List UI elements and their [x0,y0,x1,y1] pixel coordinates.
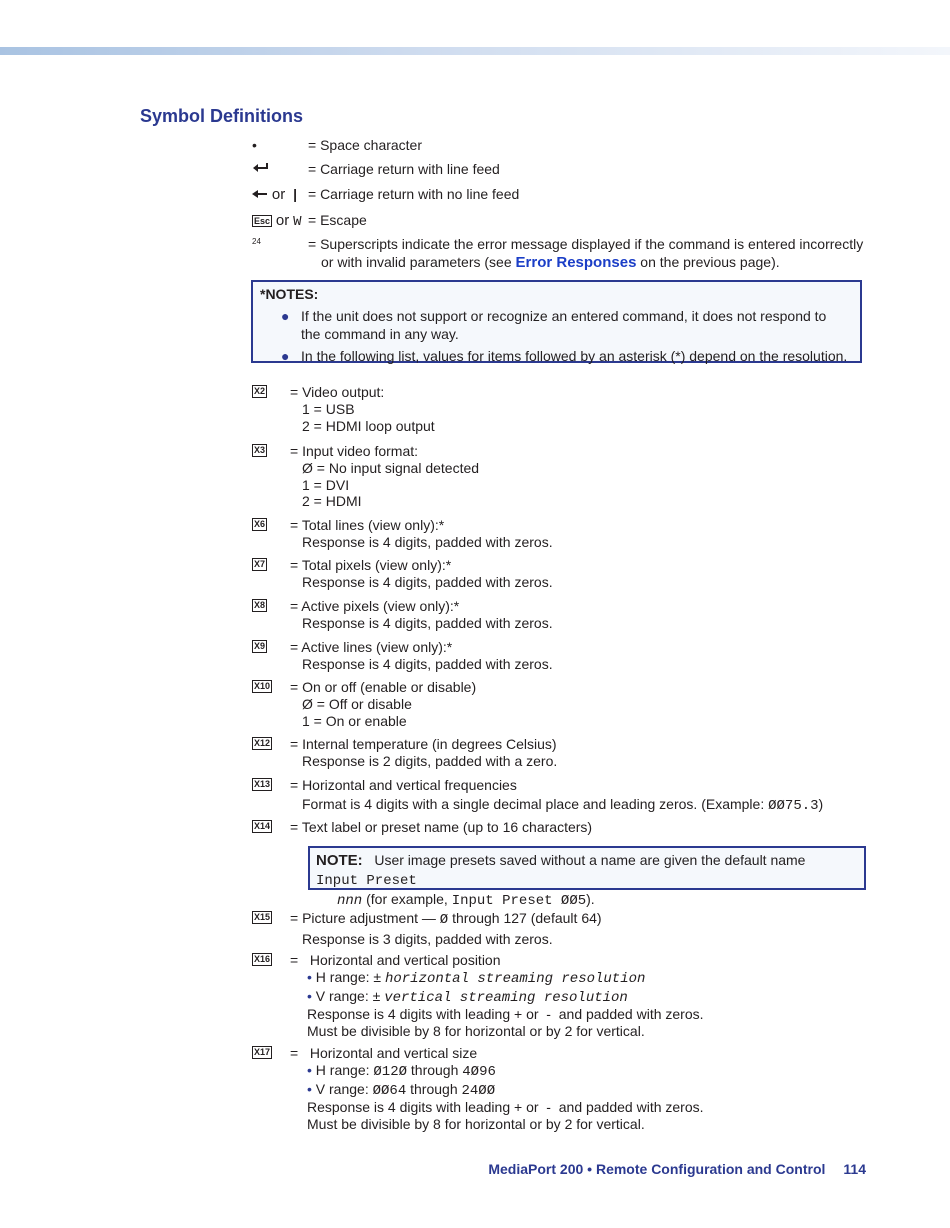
space-definition: = Space character [308,137,423,153]
x15-default: 64 [581,910,597,926]
x15-head-end: ) [596,910,602,926]
superscript-definition [308,235,863,272]
x15-min: Ø [439,912,449,928]
esc-symbols [252,211,302,231]
x14-text [290,819,592,836]
x2-head: = Video output: [290,384,385,400]
crlf-definition: = Carriage return with line feed [308,161,500,177]
x12-label: X12 [254,738,271,748]
x12-line: Response is 2 digits, padded with a zero. [302,752,558,769]
x14-head: = Text label or preset name (up to 16 characters) [290,819,593,835]
x8-label: X8 [254,600,266,610]
x8-line: Response is 4 digits, padded with zeros. [302,614,553,631]
x13-line-text: Format is 4 digits with a single decimal place and leading zeros. (Example: [302,795,769,812]
x12-head: = Internal temperature (in degrees Celsius) [290,736,557,752]
x17-bullet-v [290,1081,704,1100]
x3-label: X3 [254,445,266,455]
superscript-line2: or with invalid parameters (see [321,254,516,270]
x17-text [290,1045,704,1133]
note-label: NOTE: [316,852,363,869]
x17-head: = Horizontal and vertical size [290,1045,478,1061]
header-bar [0,47,950,55]
cr-definition: = Carriage return with no line feed [308,186,520,202]
space-symbol: • [252,137,257,153]
x10-head: = On or off (enable or disable) [290,679,477,695]
x10-text [290,679,476,729]
x3-line: Ø = No input signal detected [302,459,480,476]
x6-label: X6 [254,519,266,529]
x6-head: = Total lines (view only):* [290,517,445,533]
x17-bullet-h [290,1062,704,1081]
x16-v-code: vertical streaming resolution [384,989,628,1006]
x3-line: 1 = DVI [302,476,350,493]
x3-text [290,443,479,510]
x13-line-end: ) [818,795,824,812]
notes-title: *NOTES: [260,286,319,302]
note-item [281,307,849,343]
x12-text [290,736,557,770]
x17-v-through: through [406,1080,462,1097]
cr-bar: | [293,186,298,202]
x2-line: 1 = USB [302,400,355,417]
x17-label: X17 [254,1047,271,1057]
error-responses-link[interactable]: Error Responses [515,254,637,271]
bullet-icon: • [307,1080,316,1097]
x2-text [290,384,435,434]
x2-line: 2 = HDMI loop output [302,417,435,434]
x17-v-min: ØØ64 [372,1082,407,1099]
x16-line: Response is 4 digits with leading + or - and padded with zeros. [307,1006,704,1023]
section-title: Symbol Definitions [140,106,304,126]
note-code-1: Input Preset [316,873,417,889]
bullet-icon: • [307,987,316,1004]
cr-symbols [252,185,297,204]
x13-head: = Horizontal and vertical frequencies [290,777,517,793]
superscript-line1: = Superscripts indicate the error message displayed if the command is entered incorrectly [308,236,864,252]
x6-line: Response is 4 digits, padded with zeros. [302,533,553,550]
crlf-icon [252,160,270,178]
x16-label: X16 [254,954,271,964]
notes-box [251,280,862,363]
note-text [316,851,851,910]
x15-head [290,910,602,929]
x16-v-text: V range: ± [315,987,385,1004]
esc-w: W [293,214,302,230]
x9-head: = Active lines (view only):* [290,639,453,655]
bullet-icon: • [307,1061,316,1078]
x7-head: = Total pixels (view only):* [290,557,452,573]
esc-definition: = Escape [308,212,367,228]
x15-label: X15 [254,912,271,922]
bullet-icon: • [307,968,316,985]
x17-v-text: V range: [315,1080,373,1097]
x7-text [290,557,553,591]
bullet-icon: ● [281,308,290,324]
x7-line: Response is 4 digits, padded with zeros. [302,573,553,590]
x13-text [290,777,823,815]
note-text: In the following list, values for items followed by an asterisk (*) depend on the resolution. [301,348,848,364]
superscript-symbol: 24 [252,237,261,246]
x10-line: Ø = Off or disable [302,695,412,712]
note-code-1b: nnn [337,893,363,909]
page-footer [488,1161,866,1177]
x15-default-text: (default [526,910,582,926]
note-text: If the unit does not support or recognize an entered command, it does not respond to the command in any way. [301,308,827,342]
x15-text [290,910,602,948]
x17-h-through: through [407,1061,463,1078]
x16-h-code: horizontal streaming resolution [384,970,646,987]
x10-line: 1 = On or enable [302,712,407,729]
note-text-1: User image presets saved without a name are given the default name [374,852,806,868]
x8-head: = Active pixels (view only):* [290,598,460,614]
x15-head-text: = Picture adjustment — [290,910,440,926]
footer-title: MediaPort 200 • Remote Configuration and Control [488,1161,826,1177]
x15-line: Response is 3 digits, padded with zeros. [302,930,553,947]
note-code-2: Input Preset ØØ5 [451,893,587,909]
x2-label: X2 [254,386,266,396]
x7-label: X7 [254,559,266,569]
x15-max: 127 [503,910,527,926]
bullet-icon: ● [281,348,290,364]
x17-h-text: H range: [315,1061,374,1078]
x9-text [290,639,553,673]
x16-text [290,952,704,1040]
x14-label: X14 [254,821,271,831]
x16-bullet-v [290,988,704,1007]
x17-h-max: 4Ø96 [462,1063,496,1080]
x13-label: X13 [254,779,271,789]
x9-label: X9 [254,641,266,651]
note-box [308,846,866,909]
x9-line: Response is 4 digits, padded with zeros. [302,655,553,672]
x17-line: Response is 4 digits with leading + or - and padded with zeros. [307,1099,704,1116]
esc-key: Esc [254,216,271,226]
x3-head: = Input video format: [290,443,419,459]
note-item [281,347,849,365]
x16-head: = Horizontal and vertical position [290,952,501,968]
left-arrow-icon [252,186,268,202]
x8-text [290,598,553,632]
x16-h-text: H range: ± [315,968,385,985]
x17-v-max: 24ØØ [461,1082,496,1099]
x13-line [290,796,823,815]
page-number: 114 [843,1161,866,1177]
x17-line: Must be divisible by 8 for horizontal or by 2 for vertical. [307,1116,645,1133]
x16-line: Must be divisible by 8 for horizontal or by 2 for vertical. [307,1023,645,1040]
x15-through: through [448,910,504,926]
superscript-line2-end: on the previous page). [636,254,780,270]
x13-example: ØØ75.3 [768,797,819,814]
x3-line: 2 = HDMI [302,493,362,510]
x17-h-min: Ø12Ø [373,1063,407,1080]
esc-or: or [275,212,290,229]
cr-or: or [271,186,286,203]
note-text-2: (for example, [362,891,452,907]
x16-bullet-h [290,969,704,988]
x10-label: X10 [254,681,271,691]
note-text-3: ). [586,891,595,907]
x6-text [290,517,553,551]
